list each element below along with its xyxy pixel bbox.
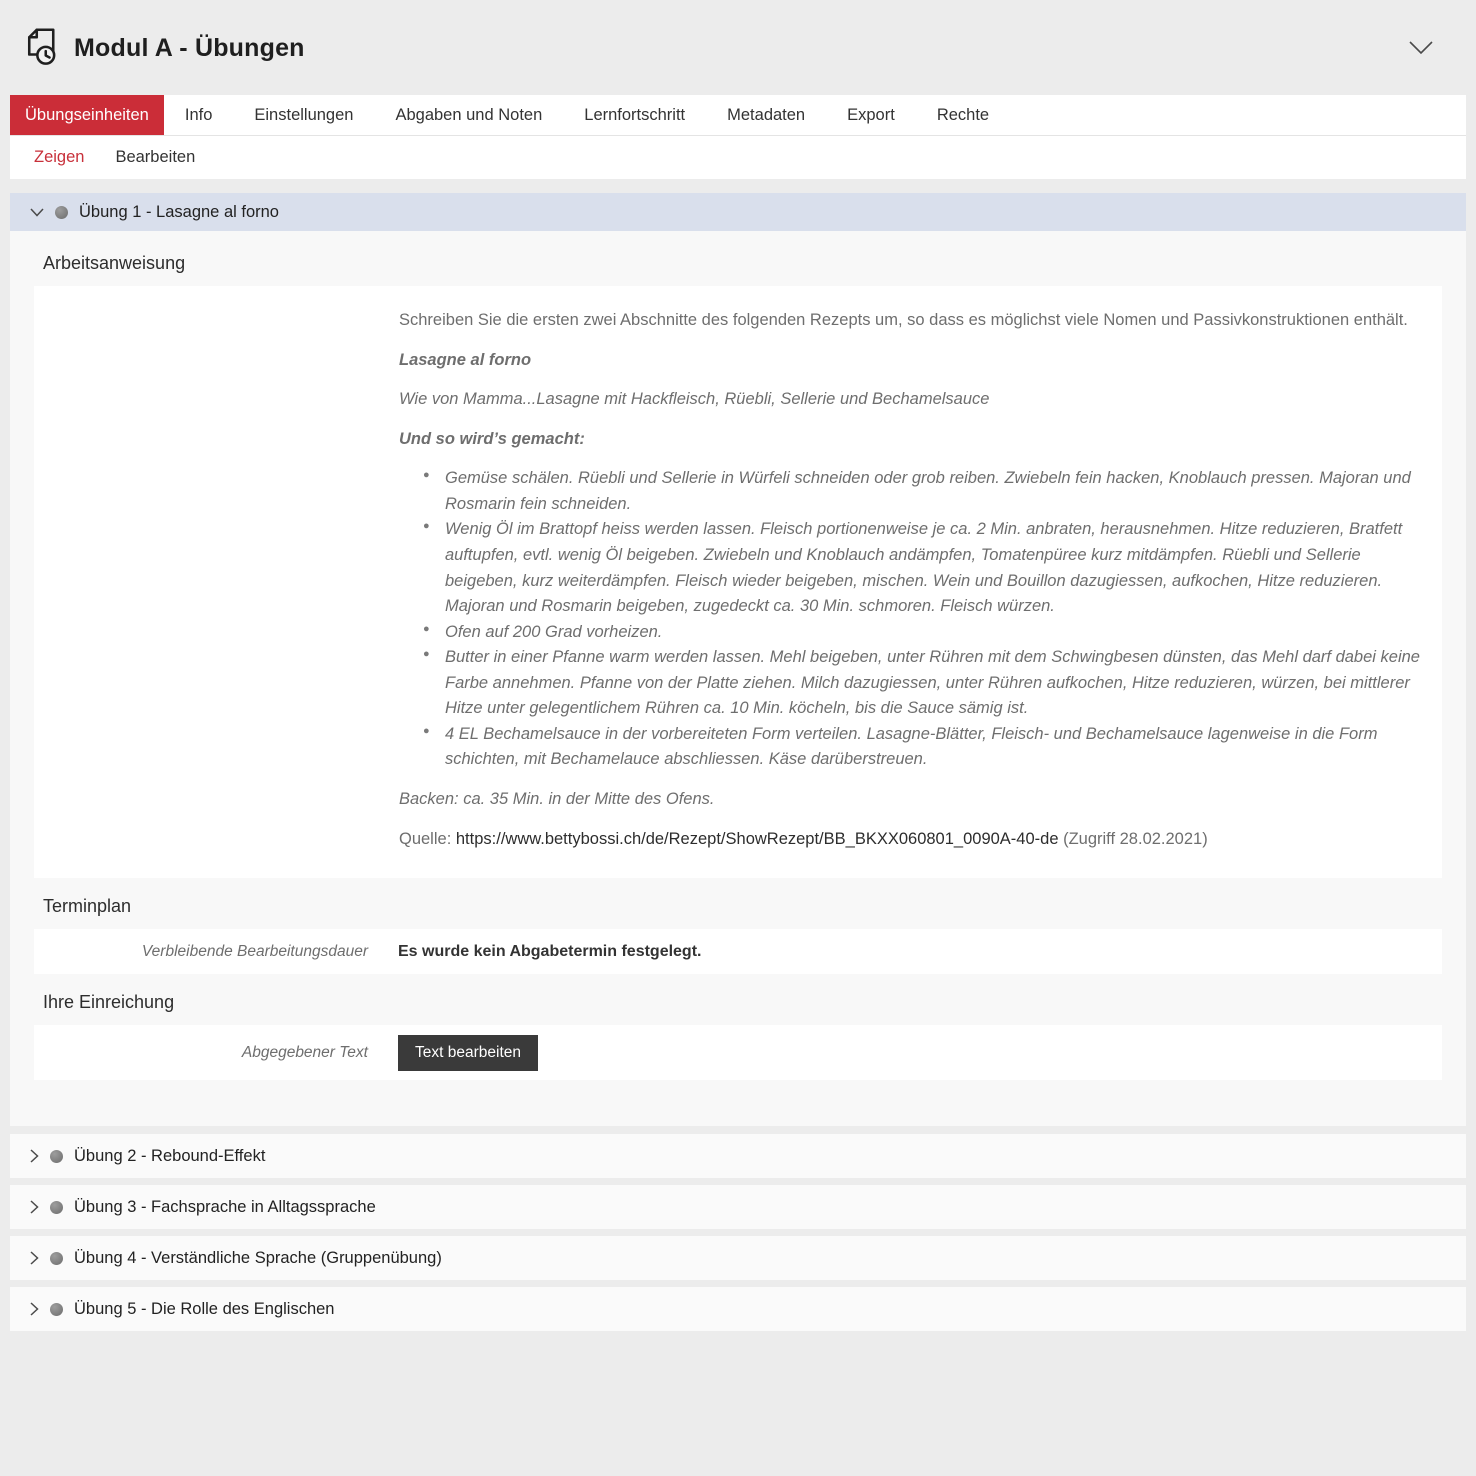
exercise2-title: Übung 2 - Rebound-Effekt bbox=[74, 1146, 266, 1165]
recipe-step: ● Wenig Öl im Brattopf heiss werden lassen. Fleisch portionenweise je ca. 2 Min. anbraten, herausnehmen. Hitze reduzieren, Bratfett auftupfen, evtl. wenig Öl beigeben. Zwiebeln und Knoblauch andämpfen, Tomatenpüree kurz mitdämpfen. Rüebli und Sellerie beigeben, kurz weiterdämpfen. Fleisch wieder beigeben, mischen. Wein und Bouillon dazugiessen, aufkochen, Hitze reduzieren. Majoran und Rosmarin beigeben, zugedeckt ca. 30 Min. schmoren. Fleisch würzen. bbox=[423, 517, 1428, 619]
section-heading-terminplan: Terminplan bbox=[43, 896, 132, 917]
recipe-steps-heading: Und so wird’s gemacht: bbox=[399, 429, 585, 448]
instruction-panel bbox=[34, 286, 1442, 878]
section-heading-einreichung: Ihre Einreichung bbox=[43, 992, 175, 1013]
recipe-step: ● Butter in einer Pfanne warm werden lassen. Mehl beigeben, unter Rühren mit dem Schwingbesen dünsten, das Mehl darf dabei keine Farbe annehmen. Pfanne von der Platte ziehen. Milch dazugiessen, unter Rühren aufkochen, Hitze reduzieren, würzen, bei mittlerer Hitze unter gelegentlichem Rühren ca. 10 Min. köcheln, bis die Sauce sämig ist. bbox=[423, 645, 1428, 722]
chevron-right-icon bbox=[30, 1251, 39, 1265]
chevron-right-icon bbox=[30, 1200, 39, 1214]
subnav-bearbeiten[interactable]: Bearbeiten bbox=[115, 148, 196, 166]
schedule-label: Verbleibende Bearbeitungsdauer bbox=[141, 942, 368, 960]
exercise1-body bbox=[10, 231, 1466, 1126]
exercise4-header[interactable] bbox=[10, 1236, 1466, 1280]
recipe-subtitle: Wie von Mamma...Lasagne mit Hackfleisch, Rüebli, Sellerie und Bechamelsauce bbox=[399, 390, 990, 409]
source-access-date: (Zugriff 28.02.2021) bbox=[1063, 829, 1208, 848]
chevron-down-icon bbox=[30, 208, 44, 217]
section-heading-arbeitsanweisung: Arbeitsanweisung bbox=[43, 253, 186, 273]
page-title: Modul A - Übungen bbox=[74, 34, 305, 62]
chevron-down-icon bbox=[1408, 40, 1434, 55]
exercise5-title: Übung 5 - Die Rolle des Englischen bbox=[74, 1299, 335, 1318]
exercise4-title: Übung 4 - Verständliche Sprache (Gruppenübung) bbox=[74, 1248, 442, 1267]
tab-abgaben-und-noten[interactable]: Abgaben und Noten bbox=[395, 105, 543, 124]
exercise5-header[interactable] bbox=[10, 1287, 1466, 1331]
status-dot-icon bbox=[50, 1303, 63, 1316]
exercise1-title: Übung 1 - Lasagne al forno bbox=[79, 202, 279, 221]
recipe-step: ● Gemüse schälen. Rüebli und Sellerie in Würfeli schneiden oder grob reiben. Zwiebeln fein hacken, Knoblauch pressen. Majoran und Rosmarin fein schneiden. bbox=[423, 466, 1428, 517]
recipe-steps-list bbox=[423, 466, 1428, 773]
task-document-clock-icon bbox=[24, 26, 60, 73]
tab-rechte[interactable]: Rechte bbox=[936, 105, 990, 124]
tab-uebungseinheiten[interactable]: Übungseinheiten bbox=[10, 95, 164, 135]
tab-metadaten[interactable]: Metadaten bbox=[727, 105, 806, 124]
schedule-value: Es wurde kein Abgabetermin festgelegt. bbox=[398, 942, 702, 960]
recipe-step: ● 4 EL Bechamelsauce in der vorbereiteten Form verteilen. Lasagne-Blätter, Fleisch- und Bechamelsauce lagenweise in die Form schichten, mit Bechamelauce abschliessen. Käse darüberstreuen. bbox=[423, 722, 1428, 773]
submission-label: Abgegebener Text bbox=[241, 1043, 368, 1061]
chevron-right-icon bbox=[30, 1149, 39, 1163]
submission-row bbox=[34, 1025, 1442, 1080]
edit-text-button[interactable]: Text bearbeiten bbox=[398, 1035, 538, 1071]
source-link[interactable]: https://www.bettybossi.ch/de/Rezept/ShowRezept/BB_BKXX060801_0090A-40-de bbox=[455, 829, 1059, 848]
tab-einstellungen[interactable]: Einstellungen bbox=[254, 105, 354, 124]
exercise1-header[interactable] bbox=[10, 193, 1466, 231]
recipe-baking-note: Backen: ca. 35 Min. in der Mitte des Ofens. bbox=[399, 790, 715, 808]
tab-info[interactable]: Info bbox=[184, 105, 213, 124]
tab-export[interactable]: Export bbox=[847, 105, 895, 124]
titlebar bbox=[10, 0, 1466, 95]
recipe-source-line bbox=[399, 827, 1428, 853]
tabbar bbox=[10, 95, 1466, 136]
schedule-row bbox=[34, 929, 1442, 974]
status-dot-icon bbox=[50, 1252, 63, 1265]
recipe-title: Lasagne al forno bbox=[399, 350, 532, 369]
status-dot-icon bbox=[50, 1150, 63, 1163]
source-label: Quelle: bbox=[399, 829, 452, 848]
subnav bbox=[10, 136, 1466, 179]
status-dot-icon bbox=[55, 206, 68, 219]
subnav-zeigen[interactable]: Zeigen bbox=[34, 148, 85, 166]
exercise2-header[interactable] bbox=[10, 1134, 1466, 1178]
exercise3-header[interactable] bbox=[10, 1185, 1466, 1229]
chevron-right-icon bbox=[30, 1302, 39, 1316]
exercise3-title: Übung 3 - Fachsprache in Alltagssprache bbox=[74, 1197, 376, 1216]
tab-lernfortschritt[interactable]: Lernfortschritt bbox=[584, 105, 686, 124]
collapse-panel-button[interactable] bbox=[1404, 36, 1438, 62]
status-dot-icon bbox=[50, 1201, 63, 1214]
instruction-intro: Schreiben Sie die ersten zwei Abschnitte des folgenden Rezepts um, so dass es möglichst viele Nomen und Passivkonstruktionen enthält. bbox=[399, 311, 1408, 329]
recipe-step: ● Ofen auf 200 Grad vorheizen. bbox=[423, 620, 1428, 646]
